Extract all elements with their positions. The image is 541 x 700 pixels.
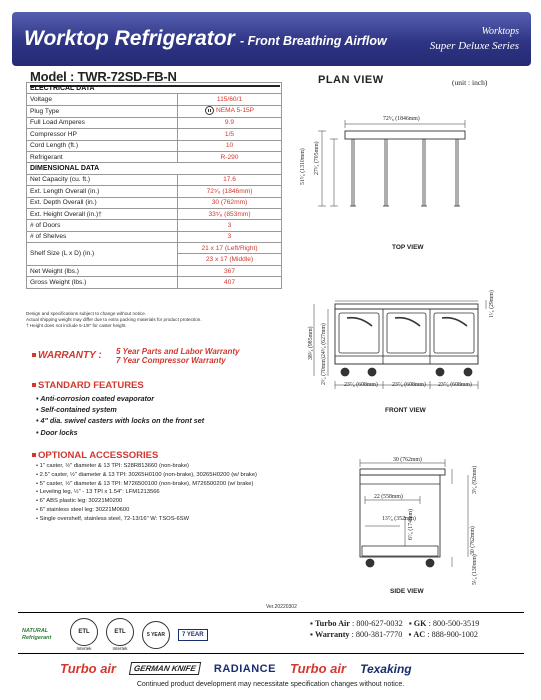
brand-logos (60, 661, 412, 676)
contact-label: Turbo Air (314, 619, 350, 628)
cert-logos (22, 618, 208, 651)
table-row (27, 197, 282, 208)
spec-value: 33⁵⁄₈ (853mm) (178, 208, 282, 219)
brand-texaking: Texaking (360, 661, 412, 676)
dim-side-h2: 30 (762mm) (470, 526, 476, 555)
dim-top-depth: 27³⁄₄ (705mm) (314, 141, 320, 175)
list-item: • Self-contained system (36, 405, 117, 415)
bullet-icon (32, 383, 36, 387)
series-line-2: Super Deluxe Series (429, 40, 519, 52)
spec-value: 30 (762mm) (178, 197, 282, 208)
spec-value (178, 105, 282, 117)
spec-label: Refrigerant (27, 151, 178, 162)
list-item: • Anti-corrosion coated evaporator (36, 394, 155, 403)
spec-value: 3 (178, 231, 282, 242)
note-line: † Height does not include 5-1/8" for caster height. (26, 323, 127, 328)
spec-value: 10 (178, 140, 282, 151)
dim-top-width: 72⁵⁄₈ (1846mm) (383, 116, 420, 122)
list-item: • 4" dia. swivel casters with locks on the front set (36, 416, 205, 426)
list-item: • 1" caster, ½" diameter & 13 TPI: S28R813660 (non-brake) (36, 463, 189, 469)
note-line: Actual shipping weight may differ due to extra packing materials for product protection. (26, 317, 202, 322)
electrical-header: ELECTRICAL DATA (27, 83, 282, 94)
dim-side-inner: 22 (558mm) (374, 494, 403, 500)
table-row (27, 174, 282, 185)
dim-front-seg-1: 23⁷⁄₈ (608mm) (344, 382, 378, 388)
warranty-badge-5yr: 5 YEAR (142, 621, 170, 649)
model-label: Model : TWR-72SD-FB-N (30, 69, 280, 87)
plan-view-title: PLAN VIEW (318, 74, 384, 86)
spec-label: Net Capacity (cu. ft.) (27, 174, 178, 185)
etl-icon: ETL (106, 618, 134, 646)
brand-german-knife: GERMAN KNIFE (129, 662, 201, 675)
table-row (27, 140, 282, 151)
spec-value: 72⁵⁄₈ (1846mm) (178, 186, 282, 197)
table-row (27, 220, 282, 231)
side-view-label: SIDE VIEW (390, 588, 424, 595)
dim-front-top-height: 1¹⁄₈ (29mm) (489, 290, 495, 318)
table-row (27, 151, 282, 162)
table-row (27, 129, 282, 140)
spec-label: Shelf Size (L x D) (in.) (27, 243, 178, 266)
top-view-drawing (318, 120, 465, 206)
table-row (27, 208, 282, 219)
accessories-title (32, 450, 158, 461)
footer-divider (18, 612, 524, 613)
warranty-line-2: 7 Year Compressor Warranty (116, 356, 226, 365)
dim-front-total-height: 38³⁄₄ (985mm) (308, 326, 314, 360)
version-label: Ver.20220302 (266, 604, 297, 610)
spec-label: Ext. Height Overall (in.)† (27, 208, 178, 219)
plug-type-value: NEMA 5-15P (215, 106, 255, 114)
spec-value: 115/60/1 (178, 94, 282, 105)
table-row (27, 265, 282, 276)
spec-label: Full Load Amperes (27, 117, 178, 128)
dim-front-seg-2: 23⁷⁄₈ (608mm) (392, 382, 426, 388)
page-subtitle: - Front Breathing Airflow (240, 34, 387, 48)
etl-badge-1 (70, 618, 98, 651)
contact-number: 800-381-7770 (355, 630, 403, 639)
spec-value: 21 x 17 (Left/Right) (178, 243, 282, 254)
page-title: Worktop Refrigerator (24, 27, 235, 50)
list-item: • 6" ABS plastic leg: 30221M0200 (36, 498, 123, 505)
front-view-drawing (314, 300, 486, 389)
spec-table (26, 82, 282, 289)
list-item: • Single overshelf, stainless steel, 72-13/16" W: TSOS-6SW (36, 515, 190, 522)
natural-line-1: NATURAL (22, 627, 49, 634)
spec-label: Gross Weight (lbs.) (27, 277, 178, 288)
dimensional-header: DIMENSIONAL DATA (27, 163, 282, 174)
spec-label: Ext. Depth Overall (in.) (27, 197, 178, 208)
natural-refrigerant-badge (22, 628, 62, 642)
accessories-title-text: OPTIONAL ACCESSORIES (38, 450, 159, 461)
list-item: • Door locks (36, 427, 78, 437)
spec-notes (26, 311, 276, 329)
table-row (27, 277, 282, 288)
spec-value: 407 (178, 277, 282, 288)
list-item: • 6" stainless steel leg: 30221M0600 (36, 506, 130, 513)
spec-label: # of Doors (27, 220, 178, 231)
dim-top-height: 51⁵⁄₈ (1310mm) (300, 148, 306, 185)
accessories-list (36, 463, 286, 525)
etl-sub: Intertek (112, 646, 128, 651)
spec-value: 3 (178, 220, 282, 231)
series-line-1: Worktops (481, 26, 519, 37)
contact-number: 800-500-3519 (432, 619, 480, 628)
list-item: • 2.5" caster, ½" diameter & 13 TPI: 30265H0100 (non-brake), 30265H0200 (w/ brake) (36, 471, 257, 478)
brand-turbo-air-2: Turbo air (289, 661, 347, 676)
header-banner (12, 12, 531, 66)
spec-value: 17.6 (178, 174, 282, 185)
list-item: • 5" caster, ½" diameter & 13 TPI: M726500100 (non-brake), M726500200 (w/ brake) (36, 480, 254, 487)
side-view-drawing (360, 459, 468, 567)
warranty-badge-7yr: 7 YEAR (178, 629, 208, 641)
dim-side-top: 3⁵⁄₈ (92mm) (472, 465, 478, 494)
dim-side-h1: 6⁷⁄₈ (174mm) (408, 509, 414, 540)
dim-front-body-height: 24⁵⁄₈ (627mm) (321, 323, 327, 357)
footer-divider-2 (18, 653, 524, 654)
dim-side-bottom: 5¹⁄₈ (130mm) (472, 554, 478, 585)
etl-badge-2 (106, 618, 134, 651)
spec-value: 367 (178, 265, 282, 276)
dim-front-seg-3: 23⁷⁄₈ (608mm) (438, 382, 472, 388)
features-title-text: STANDARD FEATURES (38, 380, 144, 391)
spec-label: Net Weight (lbs.) (27, 265, 178, 276)
spec-label: Cord Length (ft.) (27, 140, 178, 151)
warranty-label-text: WARRANTY : (38, 350, 102, 361)
plug-icon (205, 106, 214, 115)
spec-label: # of Shelves (27, 231, 178, 242)
contact-label: AC (413, 630, 426, 639)
table-row (27, 186, 282, 197)
dim-front-leg-height: 2³⁄₄ (70mm) (321, 357, 327, 385)
contact-label: GK (413, 619, 427, 628)
table-row (27, 105, 282, 117)
table-row (27, 94, 282, 105)
spec-value: 23 x 17 (Middle) (178, 254, 282, 265)
spec-value: 1/5 (178, 129, 282, 140)
front-view-label: FRONT VIEW (385, 407, 426, 414)
note-line: Design and specifications subject to change without notice. (26, 311, 147, 316)
table-row (27, 243, 282, 254)
spec-value: 9.9 (178, 117, 282, 128)
table-row (27, 231, 282, 242)
top-view-label: TOP VIEW (392, 244, 424, 251)
brand-radiance: RADIANCE (213, 662, 276, 675)
disclaimer: Continued product development may necessitate specification changes without notice. (136, 681, 405, 688)
spec-label: Voltage (27, 94, 178, 105)
etl-icon: ETL (70, 618, 98, 646)
contact-number: 800-627-0032 (356, 619, 403, 628)
unit-label: (unit : inch) (452, 78, 488, 87)
features-list (36, 393, 204, 438)
brand-turbo-air: Turbo air (60, 661, 117, 676)
warranty-label (32, 350, 102, 361)
contact-number: 888-900-1002 (431, 630, 478, 639)
contact-info: ▪ Turbo Air : 800-627-0032 ▪ GK : 800-500-3519 ▪ Warranty : 800-381-7770 ▪ AC : 888-900-1002 (310, 619, 480, 639)
contact-label: Warranty (314, 630, 350, 639)
dim-side-small: 13⁷⁄₈ (352mm) (382, 516, 416, 522)
table-row (27, 117, 282, 128)
spec-label: Plug Type (27, 105, 178, 117)
bullet-icon (32, 453, 36, 457)
bullet-icon (32, 353, 36, 357)
list-item: • Leveling leg, ½" - 13 TPI x 1.54": LFM1213566 (36, 489, 160, 496)
warranty-line-1: 5 Year Parts and Labor Warranty (116, 347, 240, 356)
etl-sub: Intertek (76, 646, 92, 651)
spec-label: Compressor HP (27, 129, 178, 140)
dim-side-width: 30 (762mm) (393, 457, 422, 463)
spec-value: R-290 (178, 151, 282, 162)
spec-label: Ext. Length Overall (in.) (27, 186, 178, 197)
features-title (32, 380, 144, 391)
natural-line-2: Refrigerant (22, 634, 52, 641)
